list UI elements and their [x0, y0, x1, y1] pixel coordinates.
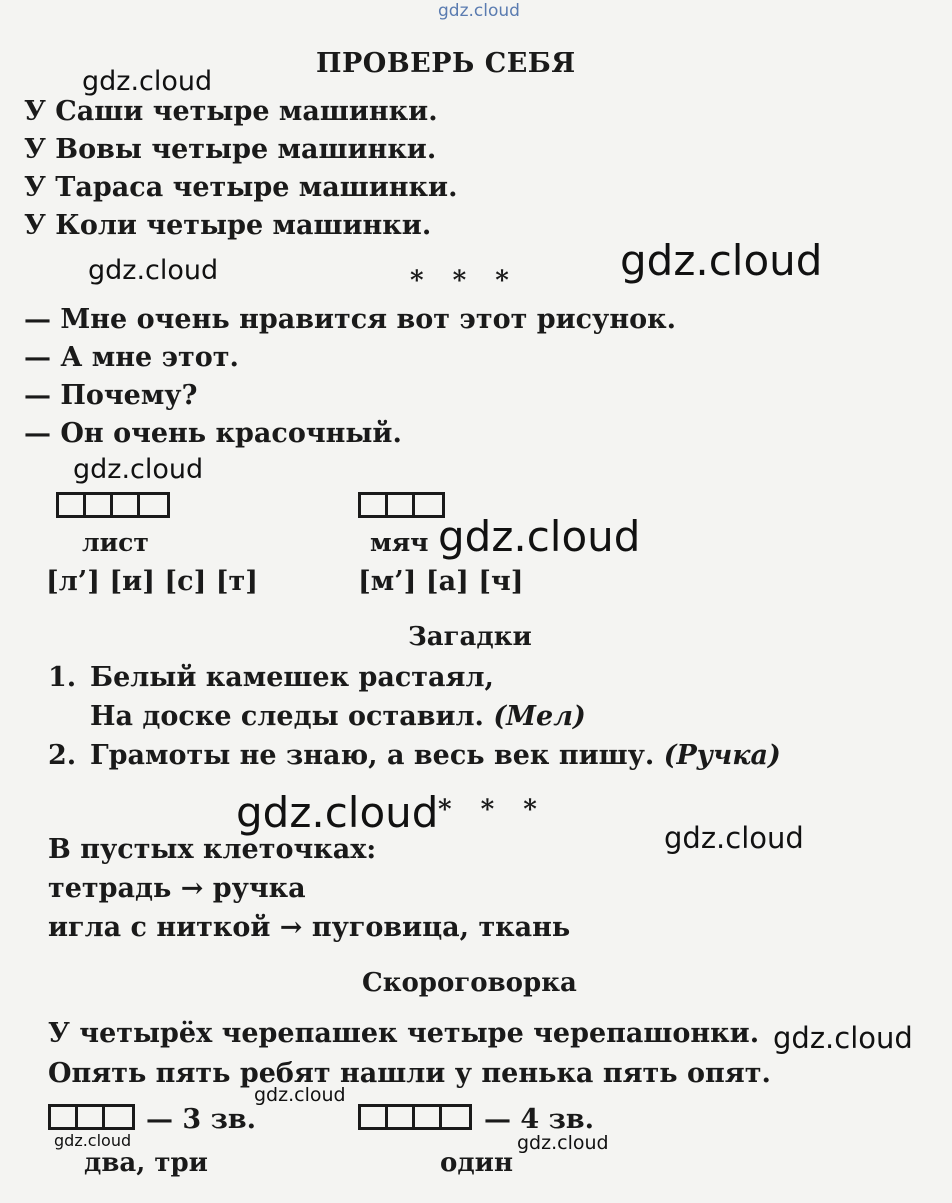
separator-stars: * * *: [438, 795, 547, 825]
riddle-text: [90, 703, 586, 730]
watermark: gdz.cloud: [254, 1084, 346, 1106]
riddle-text-line: На доске следы оставил.: [90, 701, 484, 732]
cells-heading: В пустых клеточках:: [48, 834, 377, 865]
scheme-transcription: [м’] [а] [ч]: [358, 566, 524, 597]
scheme-word: мяч: [370, 528, 429, 557]
sound-cell: [59, 495, 86, 515]
dialog-line: — А мне этот.: [24, 342, 239, 373]
page-title: ПРОВЕРЬ СЕБЯ: [316, 48, 576, 79]
riddle-number: 1.: [48, 662, 77, 693]
watermark: gdz.cloud: [517, 1132, 609, 1154]
scheme-transcription: [л’] [и] [с] [т]: [46, 566, 259, 597]
sound-box-scheme: [48, 1104, 135, 1130]
riddle-number: 2.: [48, 740, 77, 771]
watermark: gdz.cloud: [82, 66, 213, 97]
sound-cell: [140, 495, 167, 515]
sound-box-scheme: [56, 492, 170, 518]
watermark: gdz.cloud: [438, 512, 641, 561]
sound-box-scheme: [358, 492, 445, 518]
cells-line: тетрадь → ручка: [48, 873, 306, 904]
cells-line: игла с ниткой → пуговица, ткань: [48, 912, 571, 943]
watermark: gdz.cloud: [236, 788, 439, 837]
sound-cell: [86, 495, 113, 515]
text-line: У Вовы четыре машинки.: [24, 134, 437, 165]
tongue-twister-heading: Скороговорка: [362, 968, 577, 998]
dialog-line: — Он очень красочный.: [24, 418, 402, 449]
tongue-twister-line: У четырёх черепашек четыре черепашонки.: [48, 1018, 760, 1049]
scheme-words: два, три: [84, 1148, 208, 1178]
sound-cell: [78, 1107, 105, 1127]
watermark: gdz.cloud: [773, 1021, 913, 1055]
sound-cell: [113, 495, 140, 515]
watermark-top: gdz.cloud: [438, 1, 520, 21]
dialog-line: — Мне очень нравится вот этот рисунок.: [24, 304, 677, 335]
sound-cell: [361, 1107, 388, 1127]
text-line: У Тараса четыре машинки.: [24, 172, 458, 203]
sound-count-label: — 4 зв.: [484, 1104, 594, 1135]
sound-cell: [442, 1107, 469, 1127]
sound-cell: [51, 1107, 78, 1127]
scheme-word: лист: [82, 528, 149, 557]
watermark: gdz.cloud: [620, 236, 823, 285]
sound-cell: [388, 495, 415, 515]
sound-cell: [361, 495, 388, 515]
watermark: gdz.cloud: [664, 821, 804, 855]
watermark: gdz.cloud: [88, 255, 219, 286]
text-line: У Саши четыре машинки.: [24, 96, 438, 127]
riddle-text: [90, 742, 781, 769]
tongue-twister-line: Опять пять ребят нашли у пенька пять опят.: [48, 1058, 771, 1089]
sound-cell: [388, 1107, 415, 1127]
text-line: У Коли четыре машинки.: [24, 210, 432, 241]
sound-cell: [105, 1107, 132, 1127]
riddle-answer: (Мел): [493, 701, 586, 732]
sound-cell: [415, 1107, 442, 1127]
riddles-heading: Загадки: [408, 622, 532, 652]
separator-stars: * * *: [410, 266, 519, 296]
riddle-text: Белый камешек растаял,: [90, 662, 494, 693]
watermark: gdz.cloud: [54, 1131, 132, 1150]
sound-box-scheme: [358, 1104, 472, 1130]
dialog-line: — Почему?: [24, 380, 198, 411]
riddle-text-line: Грамоты не знаю, а весь век пишу.: [90, 740, 655, 771]
scheme-words: один: [440, 1148, 513, 1178]
watermark: gdz.cloud: [73, 454, 204, 485]
riddle-answer: (Ручка): [663, 740, 781, 771]
sound-count-label: — 3 зв.: [146, 1104, 256, 1135]
